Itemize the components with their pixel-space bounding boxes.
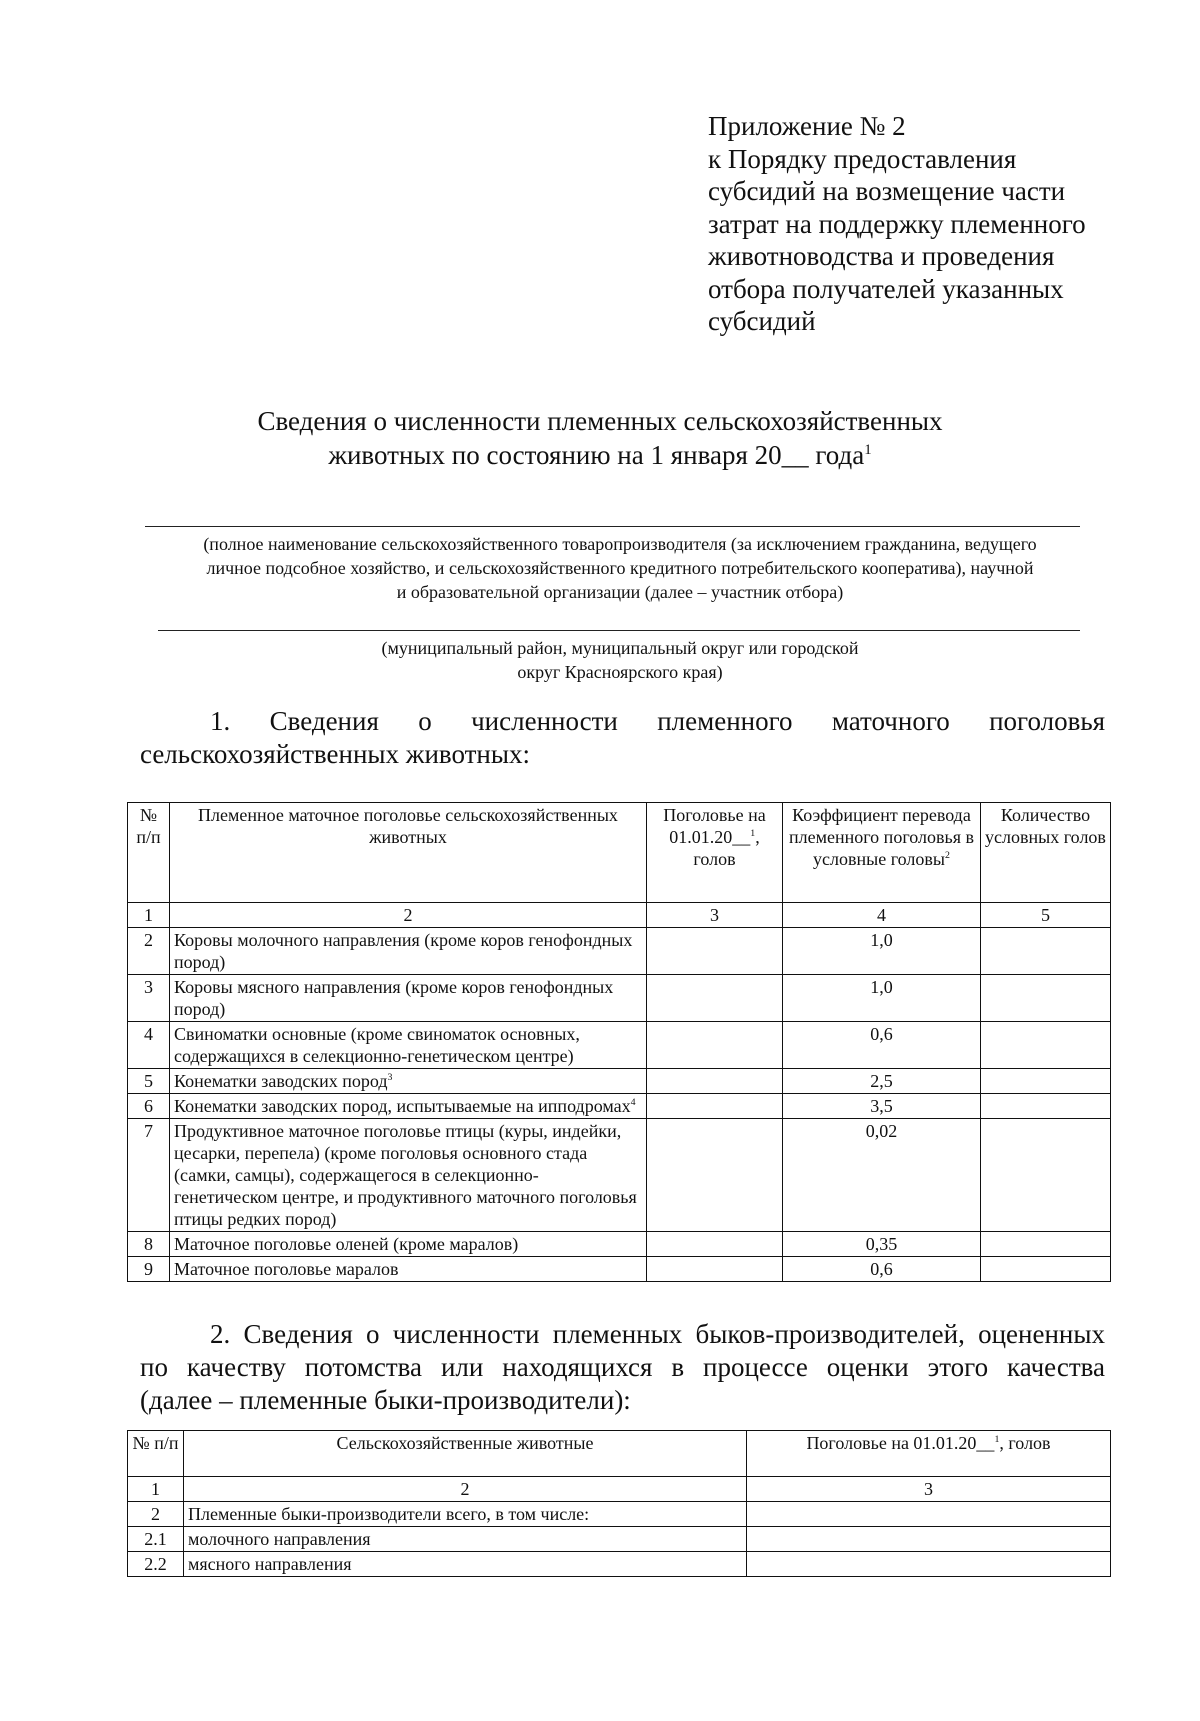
index-cell: 3	[747, 1477, 1111, 1502]
row-animal: Конематки заводских пород$^3$	[170, 1069, 647, 1094]
header-name: Племенное маточное поголовье сельскохозяйственных животных	[170, 803, 647, 903]
livestock-input[interactable]	[647, 1257, 783, 1282]
header-num: № п/п	[128, 803, 170, 903]
header-num: № п/п	[128, 1431, 184, 1477]
table-row	[128, 1502, 1111, 1527]
row-animal: Коровы молочного направления (кроме коров генофондных пород)	[170, 928, 647, 975]
title-line-1: Сведения о численности племенных сельскохозяйственных	[257, 406, 943, 436]
footnote-mark: 1	[864, 442, 872, 458]
appendix-line: субсидий	[708, 306, 816, 336]
section-2-heading-line-1: 2. Сведения о численности племенных быков-производителей, оцененных	[210, 1319, 1105, 1349]
breeding-stock-table	[127, 802, 1111, 1282]
appendix-header	[708, 110, 1148, 338]
caption-line: личное подсобное хозяйство, и сельскохозяйственного кредитного потребительского кооператива), научной	[206, 558, 1034, 578]
row-number: 5	[128, 1069, 170, 1094]
row-number: 9	[128, 1257, 170, 1282]
section-1-heading-line-2: сельскохозяйственных животных:	[140, 739, 530, 769]
table-row	[128, 1119, 1111, 1232]
conditional-count-input[interactable]	[981, 1094, 1111, 1119]
row-number: 7	[128, 1119, 170, 1232]
participant-fill-line[interactable]	[145, 526, 1080, 527]
row-animal: Свиноматки основные (кроме свиноматок основных, содержащихся в селекционно-генетическом центре)	[170, 1022, 647, 1069]
header-name: Сельскохозяйственные животные	[184, 1431, 747, 1477]
row-animal: Маточное поголовье оленей (кроме маралов)	[170, 1232, 647, 1257]
index-cell: 3	[647, 903, 783, 928]
header-livestock: Поголовье на 01.01.20__$^1$, голов	[647, 803, 783, 903]
conditional-count-input[interactable]	[981, 1232, 1111, 1257]
appendix-line: животноводства и проведения	[708, 241, 1055, 271]
livestock-input[interactable]	[747, 1552, 1111, 1577]
appendix-line: Приложение № 2	[708, 111, 906, 141]
livestock-input[interactable]	[647, 1022, 783, 1069]
row-number: 2.2	[128, 1552, 184, 1577]
livestock-input[interactable]	[647, 1094, 783, 1119]
row-number: 3	[128, 975, 170, 1022]
livestock-input[interactable]	[647, 1069, 783, 1094]
caption-line: (полное наименование сельскохозяйственного товаропроизводителя (за исключением гражданина, ведущего	[203, 534, 1037, 554]
caption-line: (муниципальный район, муниципальный округ или городской	[381, 638, 859, 658]
conditional-count-input[interactable]	[981, 1257, 1111, 1282]
table-index-row	[128, 903, 1111, 928]
row-number: 2	[128, 1502, 184, 1527]
conditional-count-input[interactable]	[981, 1022, 1111, 1069]
index-cell: 1	[128, 903, 170, 928]
section-2-heading-line-3: (далее – племенные быки-производители):	[140, 1385, 631, 1415]
row-animal: Маточное поголовье маралов	[170, 1257, 647, 1282]
row-animal: Продуктивное маточное поголовье птицы (куры, индейки, цесарки, перепела) (кроме поголовья основного стада (самки, самцы), содержащегося в селекционно-генетическом центре, и продуктивного маточного поголовья птицы редких пород)	[170, 1119, 647, 1232]
row-number: 4	[128, 1022, 170, 1069]
row-animal: молочного направления	[184, 1527, 747, 1552]
coefficient-value: 0,6	[783, 1022, 981, 1069]
section-2-heading-line-2: по качеству потомства или находящихся в процессе оценки этого качества	[140, 1352, 1105, 1382]
appendix-line: затрат на поддержку племенного	[708, 208, 1086, 239]
conditional-count-input[interactable]	[981, 1069, 1111, 1094]
district-caption	[145, 636, 1095, 684]
livestock-input[interactable]	[647, 1119, 783, 1232]
index-cell: 2	[184, 1477, 747, 1502]
table-header-row	[128, 1431, 1111, 1477]
row-animal: Коровы мясного направления (кроме коров генофондных пород)	[170, 975, 647, 1022]
district-fill-line[interactable]	[158, 630, 1080, 631]
row-animal: мясного направления	[184, 1552, 747, 1577]
appendix-line: субсидий на возмещение части	[708, 176, 1066, 206]
index-cell: 2	[170, 903, 647, 928]
caption-line: и образовательной организации (далее – участник отбора)	[396, 582, 844, 602]
participant-caption	[145, 532, 1095, 604]
row-number: 2.1	[128, 1527, 184, 1552]
table-row	[128, 1552, 1111, 1577]
coefficient-value: 0,02	[783, 1119, 981, 1232]
index-cell: 1	[128, 1477, 184, 1502]
coefficient-value: 0,35	[783, 1232, 981, 1257]
table-row	[128, 1069, 1111, 1094]
table-index-row	[128, 1477, 1111, 1502]
row-number: 8	[128, 1232, 170, 1257]
coefficient-value: 0,6	[783, 1257, 981, 1282]
appendix-line: отбора получателей указанных	[708, 273, 1064, 304]
title-line-2: животных по состоянию на 1 января 20__ года$^1$	[328, 440, 872, 470]
livestock-input[interactable]	[747, 1527, 1111, 1552]
table-header-row	[128, 803, 1111, 903]
row-animal: Племенные быки-производители всего, в том числе:	[184, 1502, 747, 1527]
table-row	[128, 1232, 1111, 1257]
table-row	[128, 1094, 1111, 1119]
document-title	[130, 404, 1070, 472]
livestock-input[interactable]	[647, 928, 783, 975]
index-cell: 4	[783, 903, 981, 928]
table-row	[128, 1022, 1111, 1069]
coefficient-value: 1,0	[783, 975, 981, 1022]
coefficient-value: 3,5	[783, 1094, 981, 1119]
livestock-input[interactable]	[647, 975, 783, 1022]
caption-line: округ Красноярского края)	[517, 662, 723, 682]
row-animal: Конематки заводских пород, испытываемые на ипподромах$^4$	[170, 1094, 647, 1119]
breeding-bulls-table	[127, 1430, 1111, 1577]
coefficient-value: 1,0	[783, 928, 981, 975]
livestock-input[interactable]	[647, 1232, 783, 1257]
row-number: 6	[128, 1094, 170, 1119]
table-row	[128, 1257, 1111, 1282]
table-row	[128, 975, 1111, 1022]
table-row	[128, 928, 1111, 975]
section-1-heading-line-1: 1. Сведения о численности племенного маточного поголовья	[210, 706, 1106, 736]
header-livestock: Поголовье на 01.01.20__$^1$, голов	[747, 1431, 1111, 1477]
livestock-input[interactable]	[747, 1502, 1111, 1527]
index-cell: 5	[981, 903, 1111, 928]
row-number: 2	[128, 928, 170, 975]
coefficient-value: 2,5	[783, 1069, 981, 1094]
section-1-heading	[140, 705, 1105, 771]
header-coefficient: Коэффициент перевода племенного поголовья в условные головы$^2$	[783, 803, 981, 903]
conditional-count-input[interactable]	[981, 928, 1111, 975]
table-row	[128, 1527, 1111, 1552]
conditional-count-input[interactable]	[981, 1119, 1111, 1232]
conditional-count-input[interactable]	[981, 975, 1111, 1022]
appendix-line: к Порядку предоставления	[708, 143, 1017, 174]
header-count: Количество условных голов	[981, 803, 1111, 903]
section-2-heading	[140, 1318, 1105, 1417]
